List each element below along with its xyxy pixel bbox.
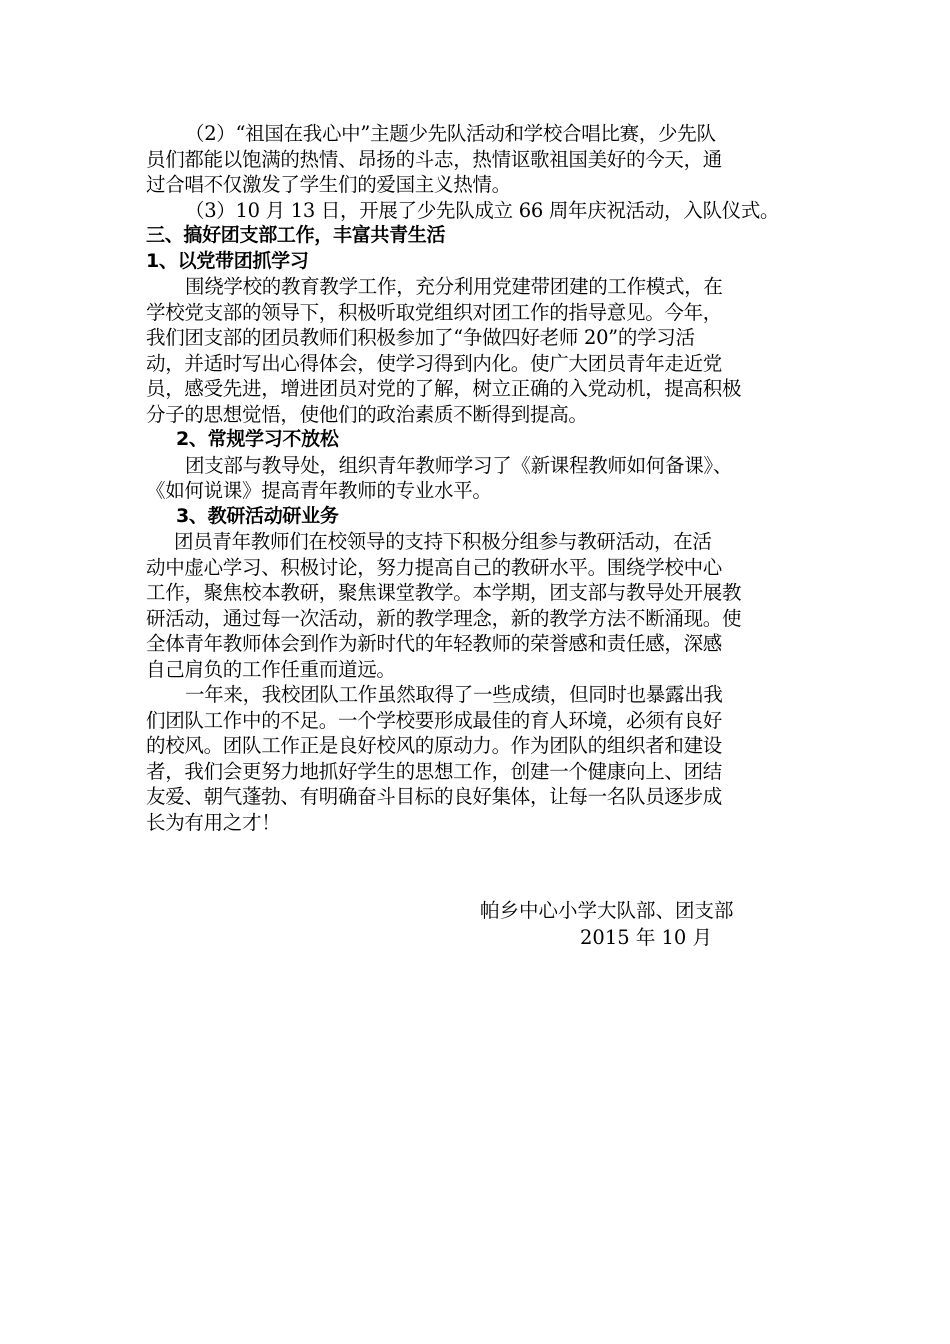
paragraph-line: 全体青年教师体会到作为新时代的年轻教师的荣誉感和责任感，深感 bbox=[146, 632, 723, 655]
paragraph-line: 围绕学校的教育教学工作，充分利用党建带团建的工作模式，在 bbox=[185, 275, 723, 298]
subsection-heading: 3、教研活动研业务 bbox=[176, 504, 339, 527]
paragraph-line: 《如何说课》提高青年教师的专业水平。 bbox=[146, 479, 492, 502]
paragraph-line: 长为有用之才！ bbox=[146, 810, 281, 834]
subsection-heading: 2、常规学习不放松 bbox=[176, 428, 339, 450]
paragraph-line: 员们都能以饱满的热情、昂扬的斗志，热情讴歌祖国美好的今天，通 bbox=[146, 147, 723, 171]
paragraph-line: 团员青年教师们在校领导的支持下积极分组参与教研活动，在活 bbox=[174, 530, 712, 553]
signature-org: 帕乡中心小学大队部、团支部 bbox=[480, 899, 734, 922]
paragraph-line: 过合唱不仅激发了学生们的爱国主义热情。 bbox=[146, 173, 511, 196]
paragraph-line: （3）10 月 13 日，开展了少先队成立 66 周年庆祝活动，入队仪式。 bbox=[185, 198, 780, 222]
paragraph-line: 分子的思想觉悟，使他们的政治素质不断得到提高。 bbox=[146, 402, 588, 426]
signature-block bbox=[480, 897, 734, 951]
paragraph-line: 研活动，通过每一次活动，新的教学理念，新的教学方法不断涌现。使 bbox=[146, 606, 742, 630]
paragraph-line: 员，感受先进，增进团员对党的了解，树立正确的入党动机，提高积极 bbox=[146, 377, 742, 400]
paragraph-line: 动，并适时写出心得体会，使学习得到内化。使广大团员青年走近党 bbox=[146, 351, 723, 375]
paragraph-line: 者，我们会更努力地抓好学生的思想工作，创建一个健康向上、团结 bbox=[146, 759, 723, 783]
paragraph-line: 工作，聚焦校本教研，聚焦课堂教学。本学期，团支部与教导处开展教 bbox=[146, 581, 742, 604]
paragraph-line: 们团队工作中的不足。一个学校要形成最佳的育人环境，必须有良好 bbox=[146, 708, 723, 732]
paragraph-line: 一年来，我校团队工作虽然取得了一些成绩，但同时也暴露出我 bbox=[185, 683, 723, 706]
subsection-heading: 1、以党带团抓学习 bbox=[146, 249, 309, 272]
paragraph-line: 学校党支部的领导下，积极听取党组织对团工作的指导意见。今年， bbox=[146, 300, 723, 324]
paragraph-line: 的校风。团队工作正是良好校风的原动力。作为团队的组织者和建设 bbox=[146, 734, 723, 757]
section-heading: 三、搞好团支部工作，丰富共青生活 bbox=[146, 224, 446, 246]
paragraph-line: 我们团支部的团员教师们积极参加了“争做四好老师 20”的学习活 bbox=[146, 326, 695, 349]
paragraph-line: 自己肩负的工作任重而道远。 bbox=[146, 657, 396, 681]
signature-date: 2015 年 10 月 bbox=[580, 926, 713, 949]
paragraph-line: 团支部与教导处，组织青年教师学习了《新课程教师如何备课》、 bbox=[185, 453, 733, 477]
document-body bbox=[146, 121, 818, 835]
paragraph-line: 友爱、朝气蓬勃、有明确奋斗目标的良好集体，让每一名队员逐步成 bbox=[146, 785, 723, 808]
paragraph-line: 动中虚心学习、积极讨论，努力提高自己的教研水平。围绕学校中心 bbox=[146, 555, 723, 579]
paragraph-line: （2）“祖国在我心中”主题少先队活动和学校合唱比赛，少先队 bbox=[185, 122, 716, 145]
